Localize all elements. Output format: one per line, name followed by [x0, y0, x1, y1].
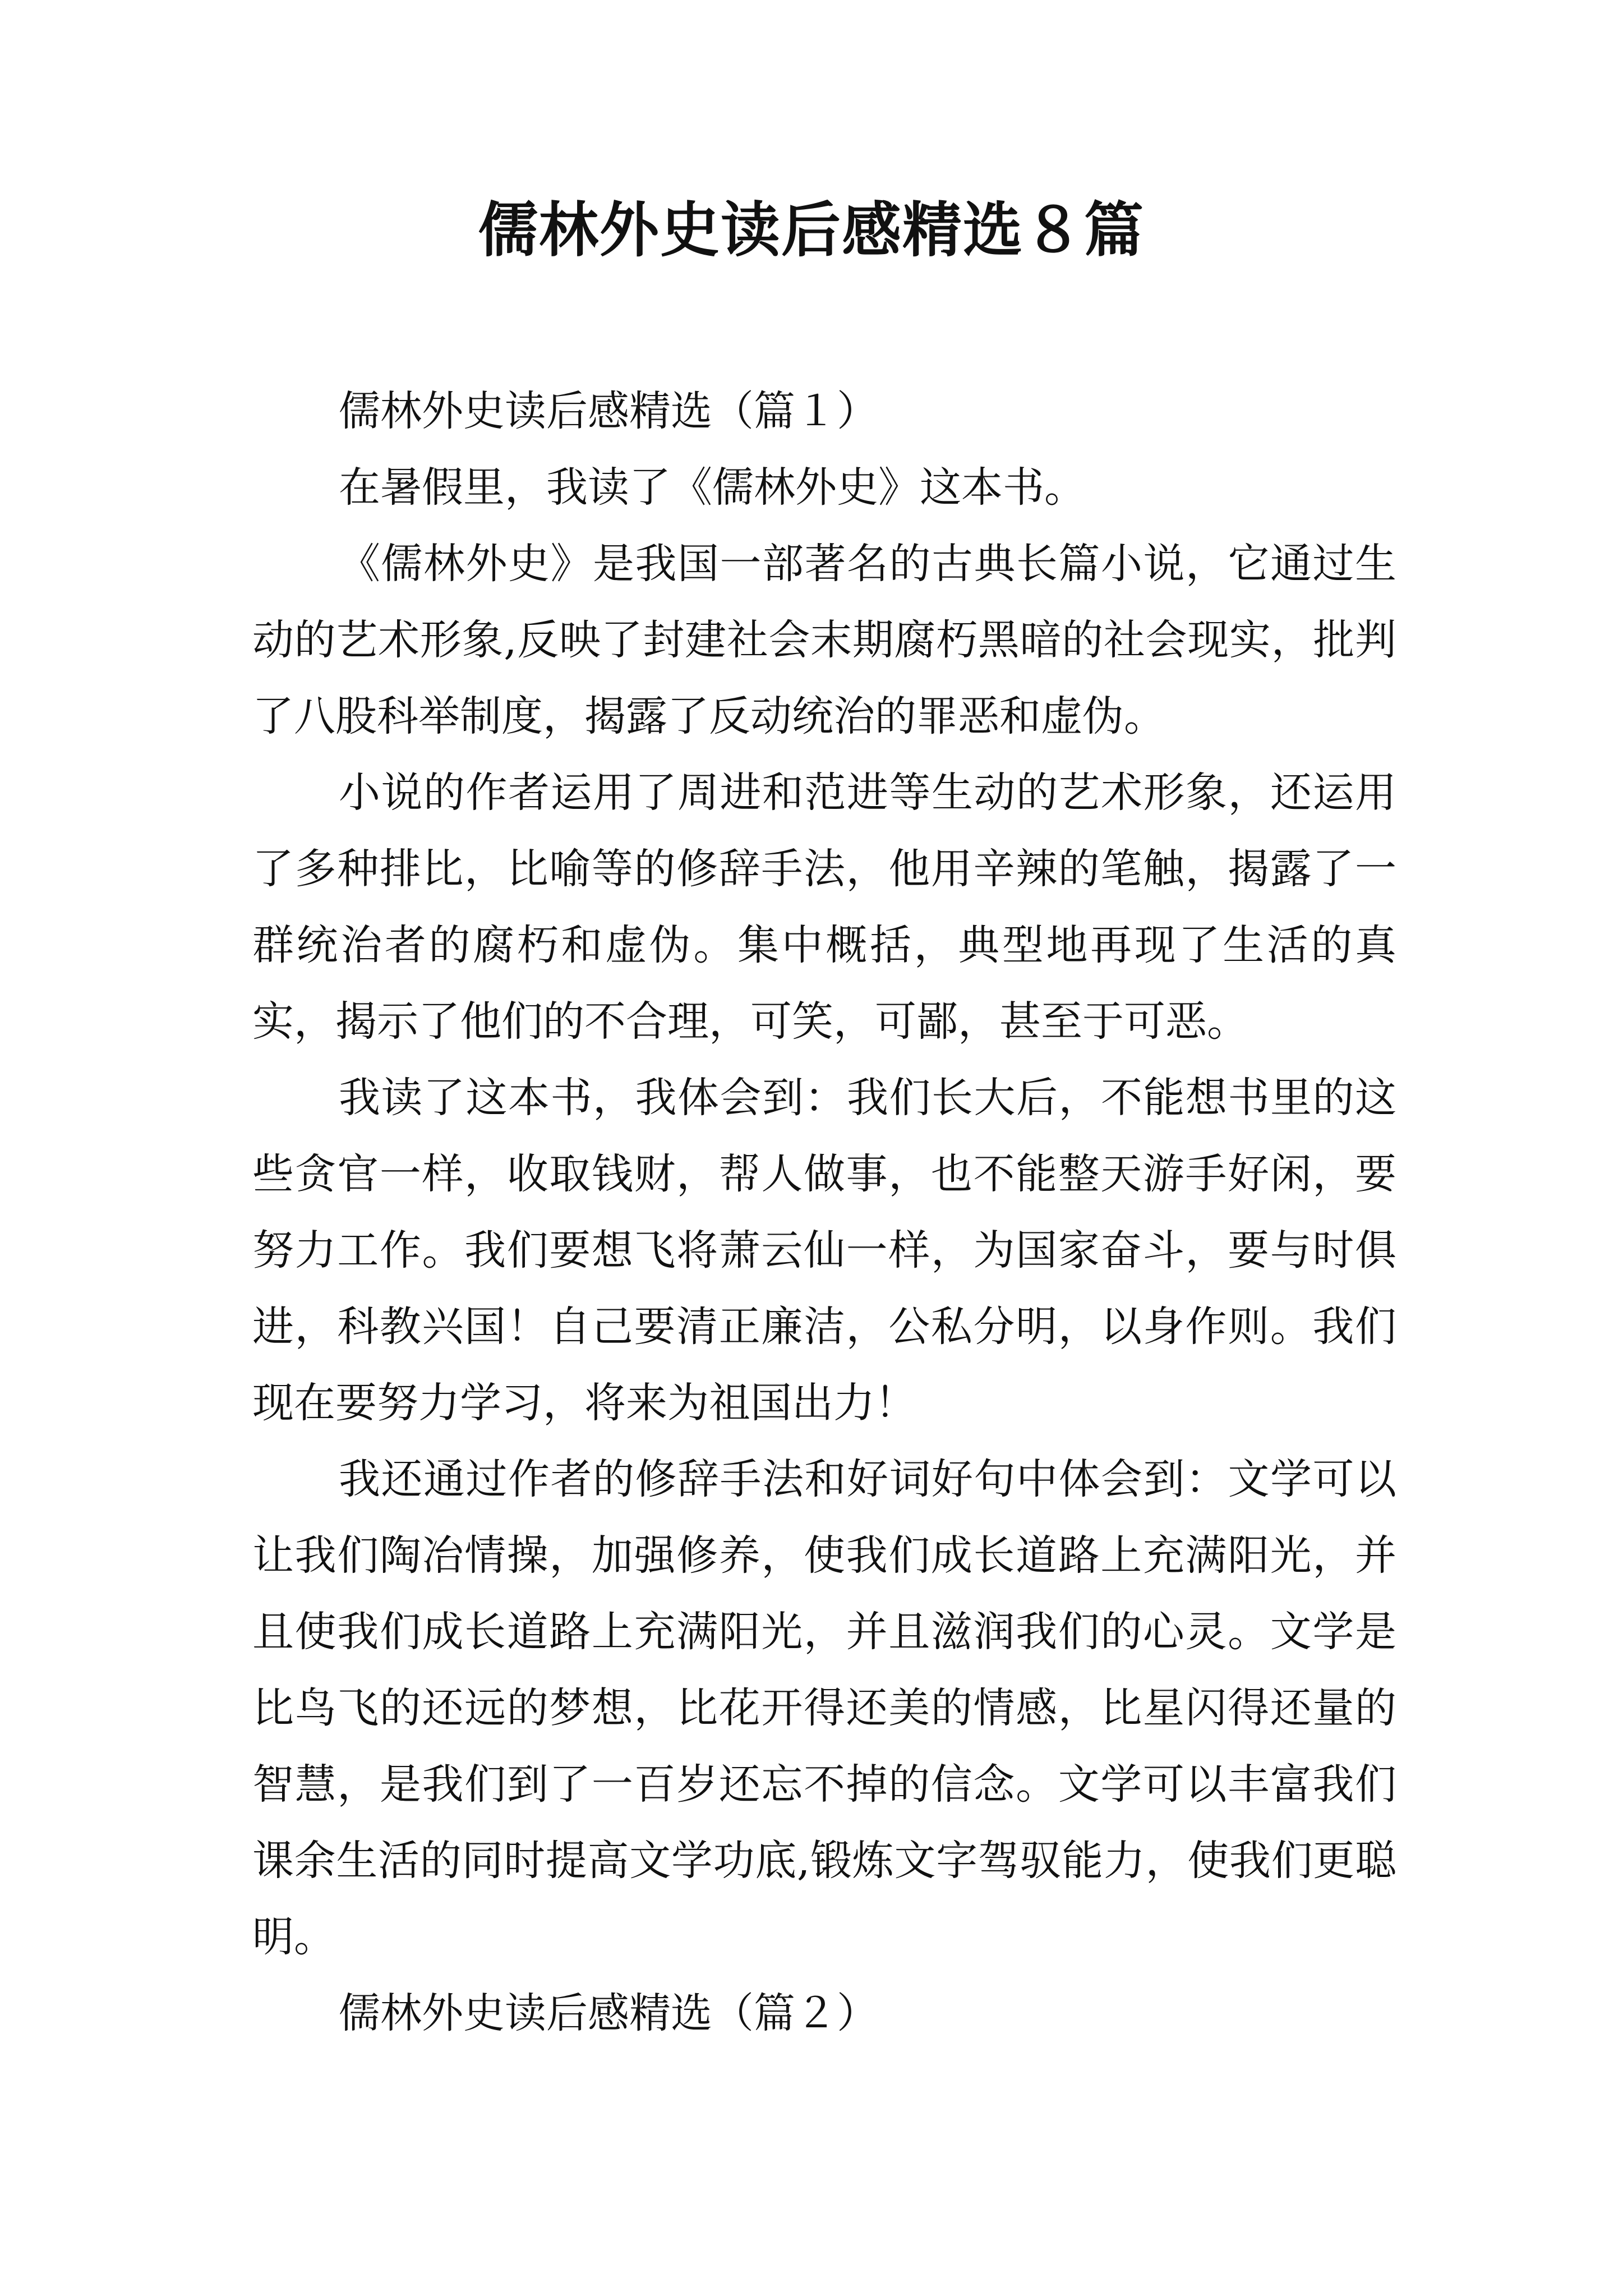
paragraph: 《儒林外史》是我国一部著名的古典长篇小说，它通过生动的艺术形象,反映了封建社会末期腐朽黑暗的社会现实，批判了八股科举制度，揭露了反动统治的罪恶和虚伪。: [252, 540, 1396, 740]
document-title: 儒林外史读后感精选８篇: [478, 195, 1145, 265]
document-body: [252, 373, 1396, 2051]
paragraph: 我读了这本书，我体会到：我们长大后，不能想书里的这些贪官一样，收取钱财，帮人做事，也不能整天游手好闲，要努力工作。我们要想飞将萧云仙一样，为国家奋斗，要与时俱进，科教兴国！自己要清正廉洁，公私分明，以身作则。我们现在要努力学习，将来为祖国出力！: [252, 1074, 1396, 1427]
paragraph: 小说的作者运用了周进和范进等生动的艺术形象，还运用了多种排比，比喻等的修辞手法，他用辛辣的笔触，揭露了一群统治者的腐朽和虚伪。集中概括，典型地再现了生活的真实，揭示了他们的不合理，可笑，可鄙，甚至于可恶。: [252, 769, 1396, 1046]
paragraph: 我还通过作者的修辞手法和好词好句中体会到：文学可以让我们陶冶情操，加强修养，使我们成长道路上充满阳光，并且使我们成长道路上充满阳光，并且滋润我们的心灵。文学是比鸟飞的还远的梦想，比花开得还美的情感，比星闪得还量的智慧，是我们到了一百岁还忘不掉的信念。文学可以丰富我们课余生活的同时提高文学功底,锻炼文字驾驭能力，使我们更聪明。: [252, 1455, 1396, 1961]
section-heading-2: 儒林外史读后感精选（篇２）: [339, 1989, 878, 2037]
paragraph: 在暑假里，我读了《儒林外史》这本书。: [339, 463, 1086, 512]
section-heading-1: 儒林外史读后感精选（篇１）: [339, 387, 878, 435]
